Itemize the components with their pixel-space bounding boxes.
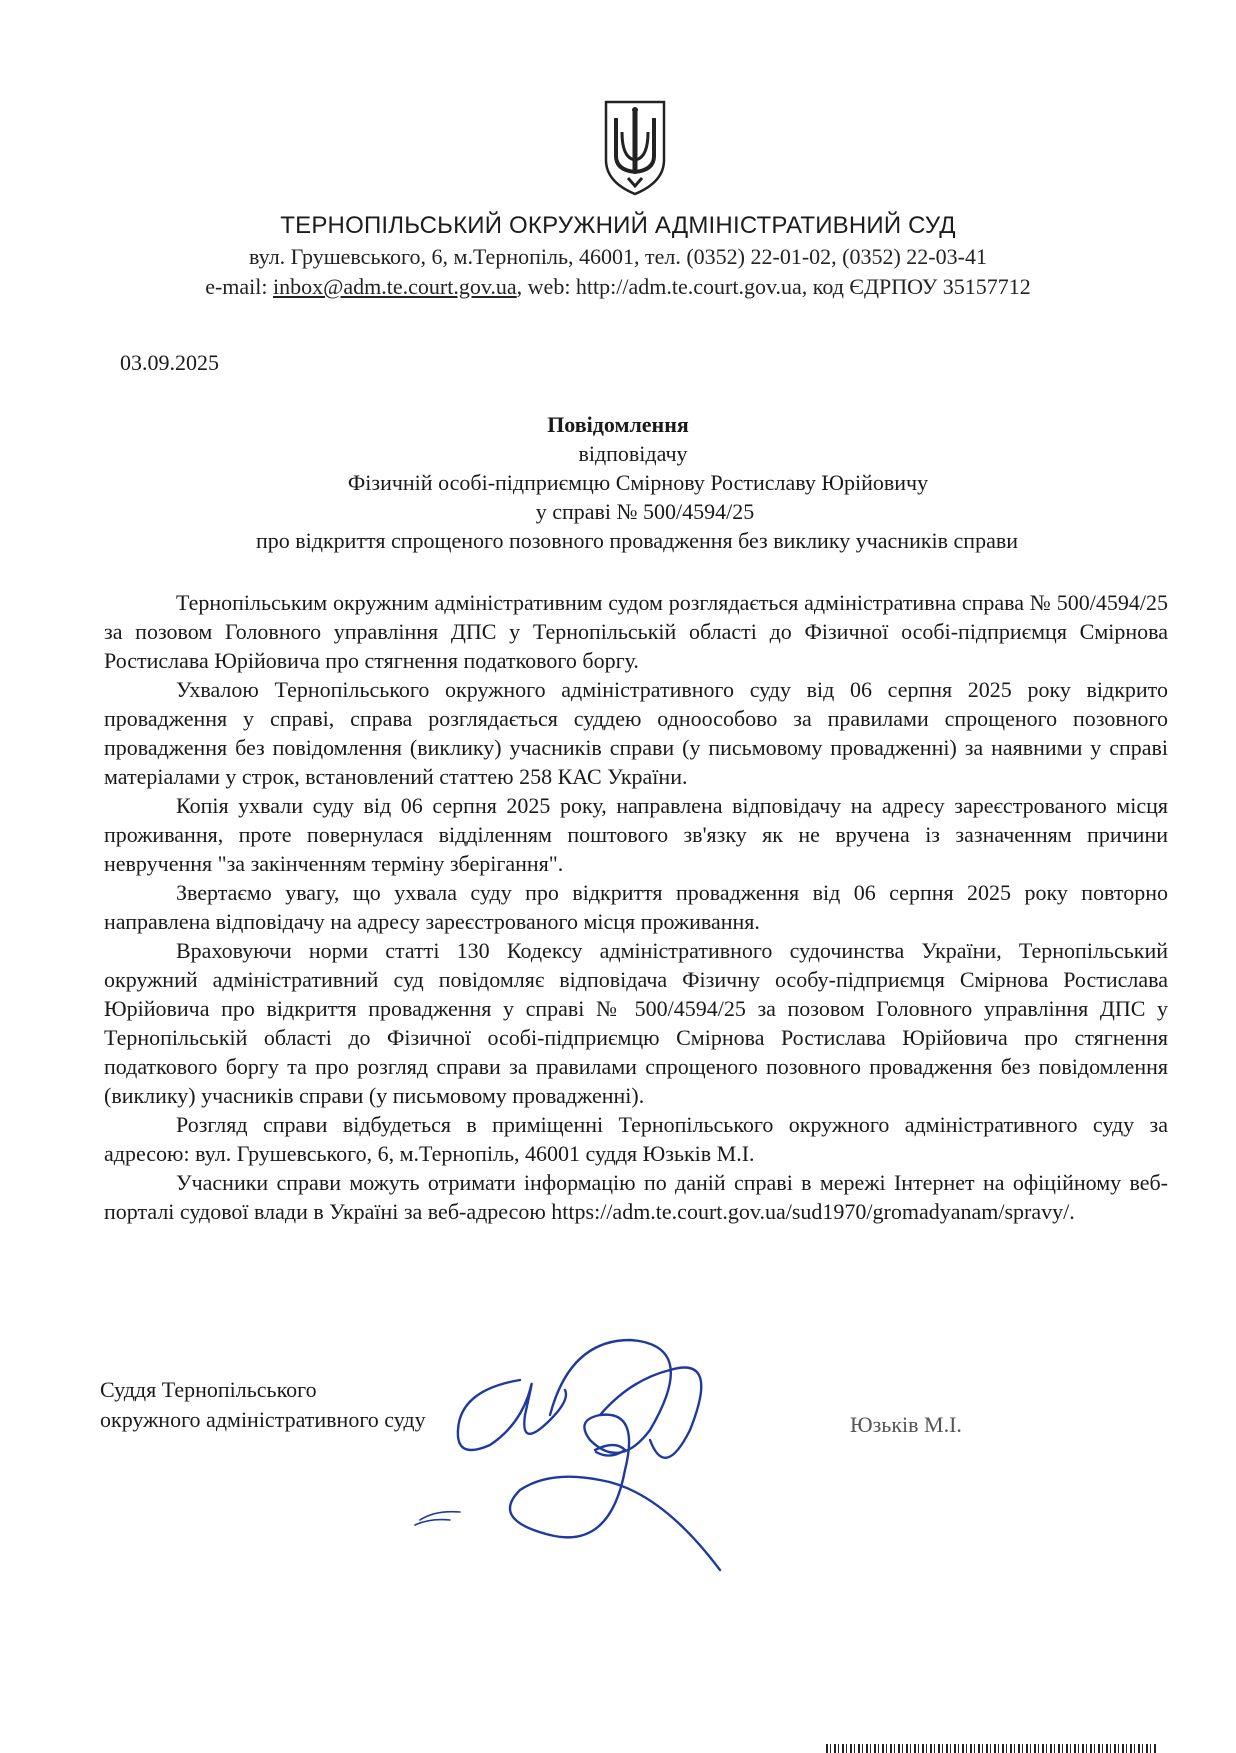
court-address: вул. Грушевського, 6, м.Тернопіль, 46001, тел. (0352) 22-01-02, (0352) 22-03-41	[249, 244, 987, 269]
email-prefix: e-mail:	[205, 274, 273, 299]
body-paragraph: Тернопільським окружним адміністративним судом розглядається адміністративна справа № 500/4594/25 за позовом Головного управління ДПС у Тернопільській області до Фізичної особі-підприємця Смірнова Ростислава Юрійовича про стягнення податкового боргу.	[104, 590, 1168, 673]
judge-title-line2: окружного адміністративного суду	[100, 1407, 426, 1432]
case-number: у справі № 500/4594/25	[535, 499, 755, 524]
body-paragraph: Звертаємо увагу, що ухвала суду про відкриття провадження від 06 серпня 2025 року повторно направлена відповідачу на адресу зареєстрованого місця проживання.	[104, 880, 1168, 934]
contact-suffix: , web: http://adm.te.court.gov.ua, код ЄДРПОУ 35157712	[516, 274, 1031, 299]
addressee-name: Фізичній особі-підприємцю Смірнову Ростиславу Юрійовичу	[347, 470, 929, 495]
handwritten-signature	[400, 1320, 770, 1590]
addressee-role: відповідачу	[578, 441, 688, 466]
body-paragraph: Враховуючи норми статті 130 Кодексу адміністративного судочинства України, Тернопільський окружний адміністративний суд повідомляє відповідача Фізичну особу-підприємця Смірнова Ростислава Юрійовича про відкриття провадження у справі № 500/4594/25 за позовом Головного управління ДПС у Тернопільській області до Фізичної особі-підприємцю Смірнова Ростислава Юрійовича про стягнення податкового боргу та про розгляд справи за правилами спрощеного позовного провадження без повідомлення (виклику) учасників справи (у письмовому провадженні).	[104, 938, 1168, 1108]
body-paragraph: Копія ухвали суду від 06 серпня 2025 року, направлена відповідачу на адресу зареєстрованого місця проживання, проте повернулася відділенням поштового зв'язку як не вручена із зазначенням причини невручення "за закінченням терміну зберігання".	[104, 793, 1168, 876]
notice-subject: про відкриття спрощеного позовного провадження без виклику учасників справи	[255, 528, 1019, 553]
document-date: 03.09.2025	[120, 350, 219, 375]
judge-title	[100, 1375, 426, 1435]
email-link[interactable]: inbox@adm.te.court.gov.ua	[273, 274, 517, 299]
judge-title-line1: Суддя Тернопільського	[100, 1377, 317, 1402]
notice-body	[104, 588, 1168, 1226]
barcode	[826, 1744, 1156, 1753]
court-contacts	[0, 274, 1236, 300]
body-paragraph: Учасники справи можуть отримати інформацію по даній справі в мережі Інтернет на офіційному веб-порталі судової влади в Україні за веб-адресою https://adm.te.court.gov.ua/sud1970/gromadyanam/spravy/.	[104, 1170, 1168, 1224]
judge-name: Юзьків М.І.	[850, 1412, 962, 1437]
body-paragraph: Розгляд справи відбудеться в приміщенні Тернопільського окружного адміністративного суду за адресою: вул. Грушевського, 6, м.Тернопіль, 46001 суддя Юзьків М.І.	[104, 1112, 1168, 1166]
notice-heading: Повідомлення	[547, 412, 689, 437]
court-name: ТЕРНОПІЛЬСЬКИЙ ОКРУЖНИЙ АДМІНІСТРАТИВНИЙ СУД	[280, 212, 956, 239]
trident-coat-of-arms-icon	[602, 98, 668, 198]
body-paragraph: Ухвалою Тернопільського окружного адміністративного суду від 06 серпня 2025 року відкрито провадження у справі, справа розглядається суддею одноособово за правилами спрощеного позовного провадження без повідомлення (виклику) учасників справи (у письмовому провадженні) за наявними у справі матеріалами у строк, встановлений статтею 258 КАС України.	[104, 677, 1168, 789]
notice-title-block	[0, 410, 1236, 555]
